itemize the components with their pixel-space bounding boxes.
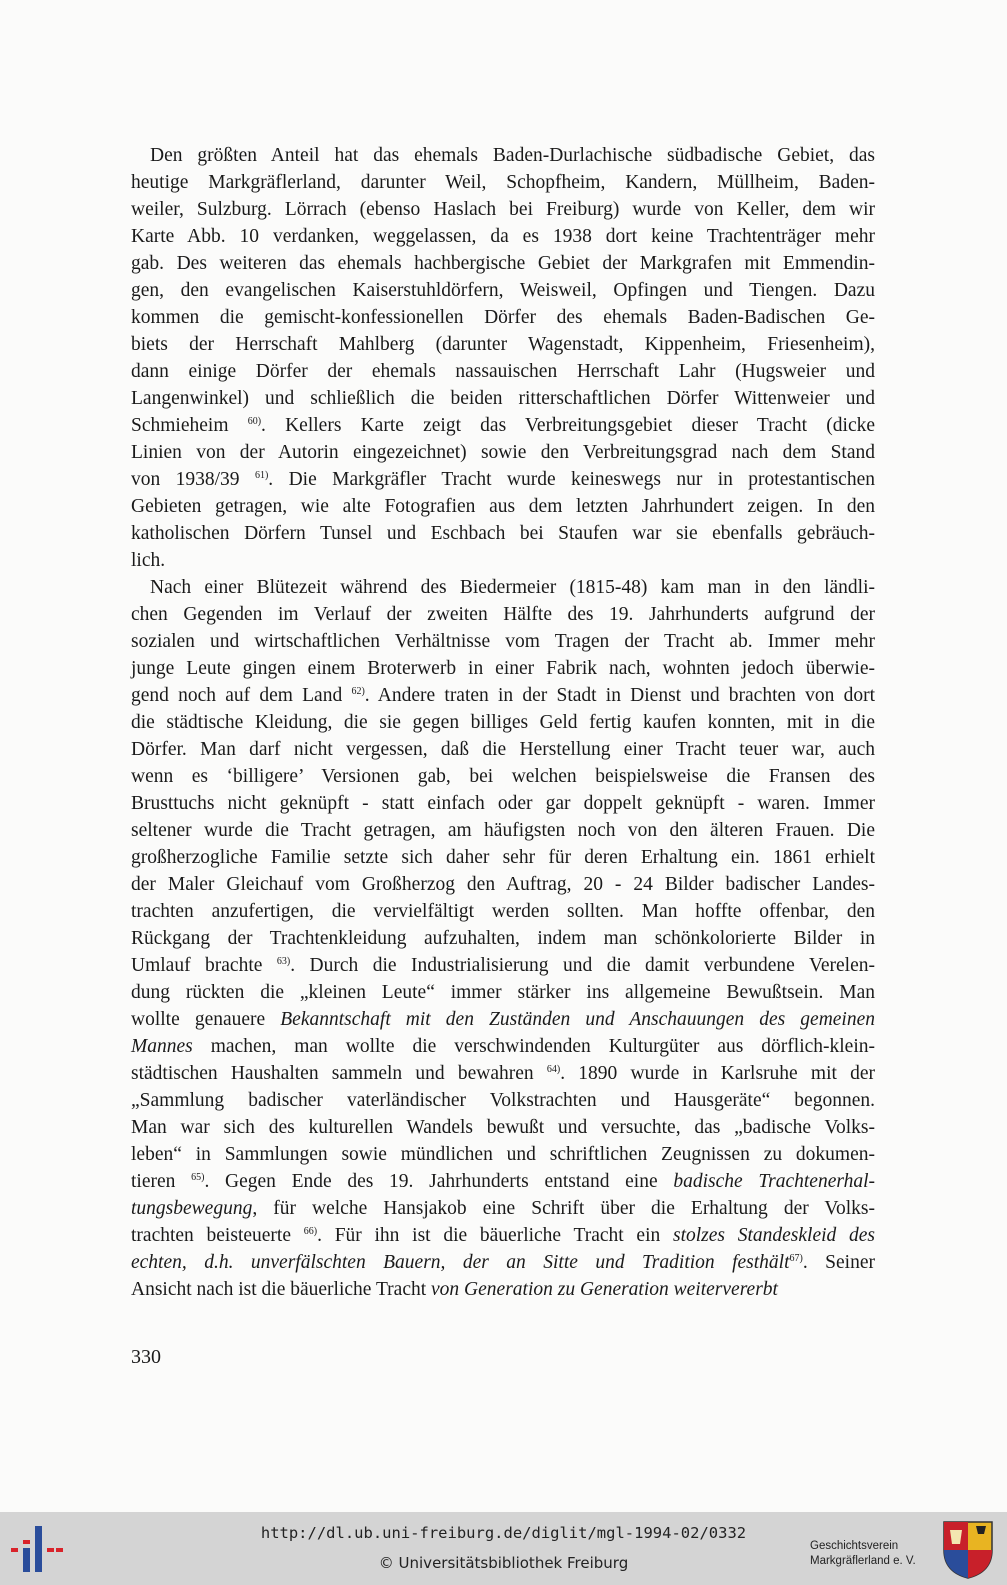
text-segment: biets der Herrschaft Mahlberg (darunter Wagenstadt, Kippenheim, Friesenheim), [131, 334, 875, 355]
text-line [131, 709, 875, 736]
text-line [131, 1276, 875, 1303]
text-segment: Karte Abb. 10 verdanken, weggelassen, da es 1938 dort keine Trachtenträger mehr [131, 226, 875, 247]
text-segment: . Für ihn ist die bäuerliche Tracht ein [317, 1225, 673, 1246]
text-line [131, 196, 875, 223]
text-segment: „Sammlung badischer vaterländischer Volkstrachten und Hausgeräte“ begonnen. [131, 1090, 875, 1111]
text-line [131, 871, 875, 898]
text-line [131, 439, 875, 466]
footnote-ref: 61) [254, 470, 269, 481]
text-line [131, 466, 875, 493]
text-segment: . Seiner [802, 1252, 875, 1273]
text-segment: leben“ in Sammlungen sowie mündlichen und schriftlichen Zeugnissen zu dokumen- [131, 1144, 875, 1165]
text-line [131, 1087, 875, 1114]
text-line [131, 925, 875, 952]
text-segment: dann einige Dörfer der ehemals nassauischen Herrschaft Lahr (Hugsweier und [131, 361, 875, 382]
text-line [131, 790, 875, 817]
text-line [131, 1114, 875, 1141]
italic-text: echten, d.h. unverfälschten Bauern, der an Sitte und Tradition festhält [131, 1252, 790, 1273]
text-line [131, 223, 875, 250]
text-line [131, 169, 875, 196]
text-segment: trachten beisteuerte [131, 1225, 304, 1246]
footnote-ref: 67) [789, 1253, 803, 1264]
footnote-ref: 60) [247, 416, 262, 427]
text-line [131, 763, 875, 790]
text-line [131, 1168, 875, 1195]
text-segment: . Gegen Ende des 19. Jahrhunderts entstand eine [204, 1171, 674, 1192]
text-line [131, 1006, 875, 1033]
text-segment: großherzogliche Familie setzte sich daher sehr für deren Erhaltung ein. 1861 erhielt [131, 847, 875, 868]
text-line [131, 304, 875, 331]
footnote-ref: 65) [191, 1172, 205, 1183]
text-segment: Den größten Anteil hat das ehemals Baden-Durlachische südbadische Gebiet, das [150, 145, 875, 166]
page-number: 330 [131, 1346, 161, 1368]
footer-url-link[interactable]: http://dl.ub.uni-freiburg.de/diglit/mgl-1994-02/0332 [260, 1524, 747, 1542]
text-segment: gen, den evangelischen Kaiserstuhldörfern, Weisweil, Opfingen und Tiengen. Dazu [131, 280, 875, 301]
text-segment: Nach einer Blütezeit während des Biedermeier (1815-48) kam man in den ländli- [150, 577, 875, 598]
text-segment: die städtische Kleidung, die sie gegen billiges Geld fertig kaufen konnten, mit in die [131, 712, 875, 733]
footer-org-line2: Markgräflerland e. V. [810, 1555, 916, 1567]
text-line [131, 385, 875, 412]
text-segment: heutige Markgräflerland, darunter Weil, Schopfheim, Kandern, Müllheim, Baden- [131, 172, 875, 193]
coat-of-arms-icon [940, 1520, 996, 1580]
text-segment: chen Gegenden im Verlauf der zweiten Hälfte des 19. Jahrhunderts aufgrund der [131, 604, 875, 625]
footnote-ref: 63) [276, 956, 291, 967]
text-segment: , für welche Hansjakob eine Schrift über die Erhaltung der Volks- [252, 1198, 875, 1219]
text-line [131, 601, 875, 628]
text-line [131, 1033, 875, 1060]
text-segment: dung rückten die „kleinen Leute“ immer stärker ins allgemeine Bewußtsein. Man [131, 982, 875, 1003]
text-segment: gend noch auf dem Land [131, 685, 352, 706]
text-segment: weiler, Sulzburg. Lörrach (ebenso Haslach bei Freiburg) wurde von Keller, dem wir [131, 199, 875, 220]
text-line [131, 142, 875, 169]
text-line [131, 547, 875, 574]
text-line [131, 574, 875, 601]
text-segment: Dörfer. Man darf nicht vergessen, daß die Herstellung einer Tracht teuer war, auch [131, 739, 875, 760]
text-line [131, 898, 875, 925]
italic-text: badische Trachtenerhal- [673, 1171, 875, 1192]
text-segment: Schmieheim [131, 415, 248, 436]
text-line [131, 250, 875, 277]
text-line [131, 1195, 875, 1222]
italic-text: Bekanntschaft mit den Zuständen und Anschauungen des gemeinen [280, 1009, 876, 1030]
text-segment: der Maler Gleichauf vom Großherzog den Auftrag, 20 - 24 Bilder badischer Landes- [131, 874, 875, 895]
text-segment: . Durch die Industrialisierung und die damit verbundene Verelen- [290, 955, 875, 976]
text-line [131, 736, 875, 763]
footnote-ref: 62) [351, 686, 365, 697]
text-line [131, 493, 875, 520]
text-segment: Rückgang der Trachtenkleidung aufzuhalten, indem man schönkolorierte Bilder in [131, 928, 875, 949]
text-segment: sozialen und wirtschaftlichen Verhältnisse vom Tragen der Tracht ab. Immer mehr [131, 631, 875, 652]
text-line [131, 1249, 875, 1276]
text-segment: . 1890 wurde in Karlsruhe mit der [560, 1063, 876, 1084]
text-segment: lich. [131, 550, 166, 571]
footnote-ref: 64) [546, 1064, 561, 1075]
italic-text: von Generation zu Generation weitervererbt [431, 1279, 778, 1300]
footnote-ref: 66) [303, 1226, 318, 1237]
text-line [131, 952, 875, 979]
text-segment: . Andere traten in der Stadt in Dienst und brachten von dort [364, 685, 875, 706]
text-segment: machen, man wollte die verschwindenden Kulturgüter aus dörflich-klein- [192, 1036, 875, 1057]
text-segment: trachten anzufertigen, die vervielfältigt werden sollten. Man hoffte offenbar, den [131, 901, 875, 922]
text-segment: wollte genauere [131, 1009, 281, 1030]
paragraph [131, 142, 875, 574]
text-segment: Umlauf brachte [131, 955, 277, 976]
page-body [131, 142, 875, 1303]
text-segment: gab. Des weiteren das ehemals hachbergische Gebiet der Markgrafen mit Emmendin- [131, 253, 875, 274]
text-segment: junge Leute gingen einem Broterwerb in einer Fabrik nach, wohnten jedoch überwie- [131, 658, 875, 679]
text-segment: städtischen Haushalten sammeln und bewahren [131, 1063, 547, 1084]
text-segment: von 1938/39 [131, 469, 255, 490]
text-segment: Man war sich des kulturellen Wandels bewußt und versuchte, das „badische Volks- [131, 1117, 875, 1138]
text-line [131, 520, 875, 547]
text-line [131, 358, 875, 385]
paragraph [131, 574, 875, 1303]
text-line [131, 277, 875, 304]
text-line [131, 817, 875, 844]
text-segment: Linien von der Autorin eingezeichnet) sowie den Verbreitungsgrad nach dem Stand [131, 442, 875, 463]
text-line [131, 412, 875, 439]
text-segment: . Die Markgräfler Tracht wurde keineswegs nur in protestantischen [268, 469, 875, 490]
italic-text: stolzes Standeskleid des [672, 1225, 876, 1246]
text-line [131, 979, 875, 1006]
text-segment: wenn es ‘billigere’ Versionen gab, bei welchen beispielsweise die Fransen des [131, 766, 875, 787]
footer-bar [0, 1512, 1007, 1585]
footer-org-line1: Geschichtsverein [810, 1540, 899, 1552]
footer-copyright: © Universitätsbibliothek Freiburg [378, 1554, 629, 1572]
text-line [131, 655, 875, 682]
text-line [131, 1222, 875, 1249]
text-segment: Gebieten getragen, wie alte Fotografien aus dem letzten Jahrhundert zeigen. In den [131, 496, 875, 517]
text-line [131, 1060, 875, 1087]
text-segment: seltener wurde die Tracht getragen, am häufigsten noch von den älteren Frauen. Die [131, 820, 875, 841]
text-line [131, 682, 875, 709]
italic-text: Mannes [131, 1036, 193, 1057]
text-segment: Ansicht nach ist die bäuerliche Tracht [131, 1279, 432, 1300]
text-segment: kommen die gemischt-konfessionellen Dörfer des ehemals Baden-Badischen Ge- [131, 307, 875, 328]
text-line [131, 331, 875, 358]
text-segment: Langenwinkel) und schließlich die beiden ritterschaftlichen Dörfer Wittenweier und [131, 388, 875, 409]
text-segment: . Kellers Karte zeigt das Verbreitungsgebiet dieser Tracht (dicke [261, 415, 875, 436]
footer-organization [810, 1539, 930, 1569]
text-line [131, 1141, 875, 1168]
text-line [131, 628, 875, 655]
text-segment: tieren [131, 1171, 192, 1192]
italic-text: tungsbewegung [131, 1198, 253, 1219]
text-segment: katholischen Dörfern Tunsel und Eschbach bei Staufen war sie ebenfalls gebräuch- [131, 523, 875, 544]
text-segment: Brusttuchs nicht geknüpft - statt einfach oder gar doppelt geknüpft - waren. Immer [131, 793, 875, 814]
text-line [131, 844, 875, 871]
